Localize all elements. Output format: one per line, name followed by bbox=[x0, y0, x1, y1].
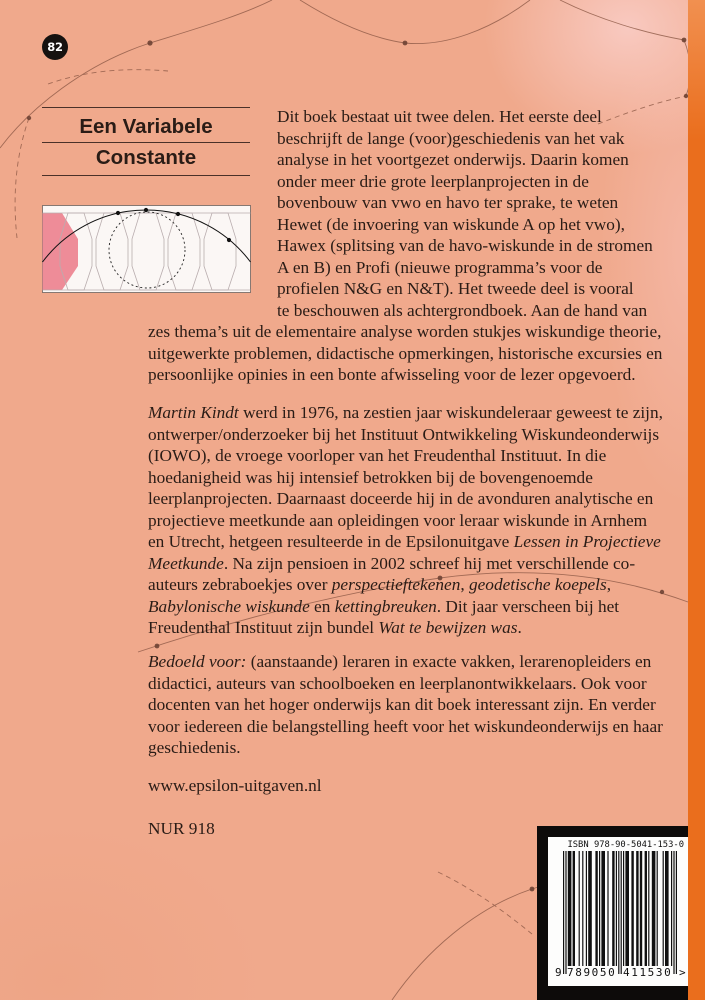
barcode-guard-bar bbox=[621, 851, 622, 974]
page-number-badge: 82 bbox=[42, 34, 68, 60]
text-run: auteurs zebraboekjes over bbox=[148, 575, 332, 594]
text-run: , bbox=[606, 575, 612, 594]
diagram-point bbox=[227, 238, 231, 242]
barcode-bar bbox=[636, 851, 638, 966]
barcode-bar bbox=[579, 851, 580, 966]
text-line bbox=[148, 617, 663, 639]
barcode-bar bbox=[607, 851, 608, 966]
decorative-dashed-arc bbox=[15, 118, 29, 238]
text-line: A en B) en Profi (nieuwe programma’s voor de bbox=[277, 257, 603, 277]
text-line: Dit boek bestaat uit twee delen. Het eerste deel bbox=[277, 107, 602, 126]
text-run: leerplanprojecten. Daarnaast doceerde hij in de avonduren analytische en bbox=[148, 489, 654, 508]
italic-phrase: geodetische koepels bbox=[469, 575, 607, 594]
audience-paragraph bbox=[148, 651, 663, 759]
title-rule-bottom bbox=[42, 175, 250, 176]
book-title-line-1: Een Variabele bbox=[79, 115, 213, 138]
text-line bbox=[148, 424, 663, 446]
isbn-label: ISBN 978-90-5041-153-0 bbox=[567, 840, 684, 850]
decorative-arc bbox=[300, 0, 530, 44]
text-run: docenten van het hoger onderwijs kan dit boek interessant zijn. En verder bbox=[148, 695, 656, 714]
barcode-bar bbox=[652, 851, 656, 966]
text-run: en Utrecht, hetgeen resulteerde in de Epsilonuitgave bbox=[148, 532, 514, 551]
decorative-dashed-arc bbox=[48, 70, 168, 84]
decorative-dot bbox=[27, 116, 31, 120]
text-line bbox=[148, 488, 663, 510]
barcode-left-digits: 789050 bbox=[567, 966, 617, 979]
barcode-bar bbox=[665, 851, 669, 966]
barcode-first-digit: 9 bbox=[555, 966, 564, 979]
barcode-guard-bar bbox=[673, 851, 674, 974]
intro-paragraph-narrow bbox=[277, 106, 653, 321]
text-line bbox=[148, 716, 663, 738]
barcode-right-digits: 411530 bbox=[623, 966, 673, 979]
barcode-guard-bar bbox=[676, 851, 677, 974]
italic-phrase: Bedoeld voor: bbox=[148, 652, 247, 671]
italic-phrase: Babylonische wiskunde bbox=[148, 596, 310, 616]
text-line bbox=[148, 510, 663, 532]
text-run: voor iedereen die belangstelling heeft voor het wiskundeonderwijs en haar bbox=[148, 716, 663, 736]
text-line: Hawex (splitsing van de havo-wiskunde in de stromen bbox=[277, 236, 653, 255]
decorative-dot bbox=[155, 644, 160, 649]
text-run: didactici, auteurs van schoolboeken en leerplanontwikkelaars. Ook voor bbox=[148, 673, 647, 693]
decorative-arc bbox=[560, 0, 684, 40]
text-run: . bbox=[517, 618, 522, 637]
barcode-bar bbox=[601, 851, 605, 966]
intro-paragraph-wide bbox=[148, 321, 662, 386]
text-line: Hewet (de invoering van wiskunde A op het vwo), bbox=[277, 214, 625, 234]
decorative-dashed-arc bbox=[438, 872, 532, 934]
decorative-dot bbox=[682, 38, 687, 43]
text-run: hoedanigheid was hij intensief betrokken bij de bovengenoemde bbox=[148, 467, 593, 487]
barcode-end-mark: > bbox=[679, 966, 688, 979]
title-rule-middle bbox=[42, 142, 250, 143]
decorative-dot bbox=[530, 887, 535, 892]
barcode-bar bbox=[582, 851, 583, 966]
barcode-bar bbox=[573, 851, 575, 966]
text-run: projectieve meetkunde aan opleidingen voor leraar wiskunde in Arnhem bbox=[148, 510, 648, 530]
text-line bbox=[148, 445, 663, 467]
diagram-point bbox=[116, 211, 120, 215]
barcode-guard-bar bbox=[563, 851, 564, 974]
barcode-bar bbox=[631, 851, 633, 966]
diagram-point bbox=[144, 208, 148, 212]
barcode-panel bbox=[548, 837, 688, 986]
text-line: te beschouwen als achtergrondboek. Aan de hand van bbox=[277, 300, 648, 320]
barcode-guard-bar bbox=[618, 851, 619, 974]
text-run: en bbox=[309, 596, 335, 616]
italic-phrase: Lessen in Projectieve bbox=[513, 532, 661, 551]
barcode-bar bbox=[671, 851, 672, 966]
barcode-block bbox=[537, 826, 688, 1000]
text-run: . Dit jaar verscheen bij het bbox=[436, 596, 620, 616]
italic-phrase: Meetkunde bbox=[148, 553, 224, 573]
italic-phrase: perspectieftekenen bbox=[331, 575, 461, 594]
orange-spine-stripe bbox=[688, 0, 705, 1000]
decorative-dot bbox=[147, 40, 152, 45]
text-line: zes thema’s uit de elementaire analyse worden stukjes wiskundige theorie, bbox=[148, 322, 662, 341]
nur-code: NUR 918 bbox=[148, 819, 215, 838]
text-run: , bbox=[460, 575, 469, 594]
barcode-guard-bar bbox=[565, 851, 566, 974]
text-line: persoonlijke opinies in een bonte afwisseling voor de lezer opgevoerd. bbox=[148, 365, 636, 384]
barcode-bar bbox=[623, 851, 624, 966]
barcode-bar bbox=[599, 851, 600, 966]
text-run: (aanstaande) leraren in exacte vakken, lerarenopleiders en bbox=[246, 652, 652, 671]
italic-phrase: Wat te bewijzen was bbox=[378, 618, 518, 637]
text-line bbox=[148, 737, 663, 759]
barcode-bar bbox=[640, 851, 642, 966]
text-line: onder meer drie grote leerplanprojecten in de bbox=[277, 171, 589, 191]
text-line bbox=[148, 531, 663, 553]
text-line: analyse in het voortgezet onderwijs. Daarin komen bbox=[277, 150, 629, 169]
text-run: . Na zijn pensioen in 2002 schreef hij met verschillende co- bbox=[223, 553, 636, 573]
text-line bbox=[148, 651, 663, 673]
cover-diagram bbox=[42, 203, 252, 295]
barcode-bar bbox=[568, 851, 572, 966]
text-line bbox=[148, 467, 663, 489]
barcode-bar bbox=[663, 851, 664, 966]
text-line: profielen N&G en N&T). Het tweede deel is vooral bbox=[277, 279, 634, 298]
italic-phrase: Martin Kindt bbox=[148, 403, 239, 422]
barcode-bar bbox=[595, 851, 597, 966]
text-run: ontwerper/onderzoeker bij het Instituut Ontwikkeling Wiskundeonderwijs bbox=[148, 424, 660, 444]
barcode-bar bbox=[616, 851, 617, 966]
text-line bbox=[148, 596, 663, 618]
barcode-bar bbox=[648, 851, 649, 966]
text-line bbox=[148, 694, 663, 716]
barcode-bar bbox=[645, 851, 647, 966]
barcode bbox=[548, 837, 688, 986]
decorative-dot bbox=[403, 41, 408, 46]
author-bio-paragraph bbox=[148, 402, 663, 639]
text-line bbox=[148, 553, 663, 575]
italic-phrase: kettingbreuken bbox=[334, 596, 437, 616]
text-line bbox=[148, 402, 663, 424]
text-line bbox=[148, 574, 663, 596]
text-line: uitgewerkte problemen, didactische opmerkingen, historische excursies en bbox=[148, 343, 663, 363]
barcode-bar bbox=[588, 851, 592, 966]
barcode-bar bbox=[625, 851, 629, 966]
text-line: bovenbouw van vwo en havo ter sprake, te weten bbox=[277, 193, 619, 212]
book-title-line-2: Constante bbox=[95, 146, 197, 169]
text-run: (IOWO), de vroege voorloper van het Freudenthal Instituut. In die bbox=[148, 446, 607, 465]
text-run: geschiedenis. bbox=[148, 738, 241, 757]
text-line bbox=[148, 673, 663, 695]
publisher-website: www.epsilon-uitgaven.nl bbox=[148, 776, 322, 795]
text-run: Freudenthal Instituut zijn bundel bbox=[148, 618, 379, 637]
barcode-bar bbox=[657, 851, 658, 966]
text-run: werd in 1976, na zestien jaar wiskundeleraar geweest te zijn, bbox=[238, 403, 663, 422]
diagram-point bbox=[176, 212, 180, 216]
title-rule-top bbox=[42, 107, 250, 108]
barcode-bar bbox=[612, 851, 614, 966]
text-line: beschrijft de lange (voor)geschiedenis van het vak bbox=[277, 128, 625, 148]
barcode-bar bbox=[586, 851, 587, 966]
